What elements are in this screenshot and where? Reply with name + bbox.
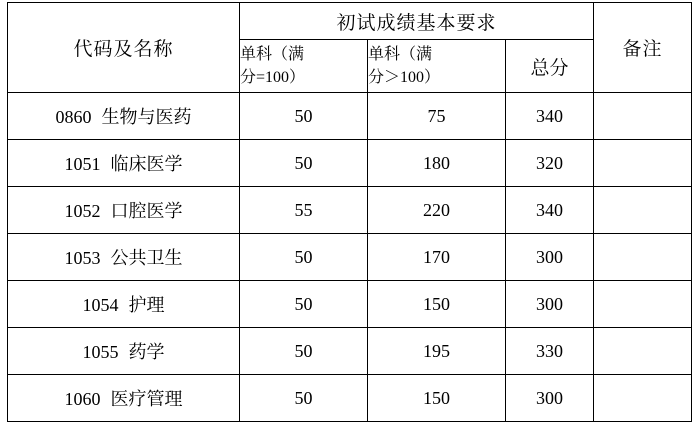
cell-total: 320 <box>506 140 594 187</box>
cell-program-name <box>8 234 240 281</box>
cell-sub100: 50 <box>240 234 368 281</box>
cell-remark <box>594 375 692 422</box>
header-cell-name: 代码及名称 <box>8 3 240 93</box>
cell-program-name <box>8 140 240 187</box>
cell-program-code: 1055 <box>82 342 119 362</box>
cell-subgt100: 195 <box>368 328 506 375</box>
cell-program-title: 药学 <box>128 342 165 362</box>
table-row <box>8 281 692 328</box>
cell-remark <box>594 187 692 234</box>
header-single-gt100-line2: 分＞100） <box>368 69 441 86</box>
table-row <box>8 187 692 234</box>
cell-program-code: 1060 <box>64 389 101 409</box>
cell-program-title: 医疗管理 <box>110 389 183 409</box>
table-row <box>8 140 692 187</box>
table-row <box>8 234 692 281</box>
table-row <box>8 328 692 375</box>
header-row-top <box>8 3 692 40</box>
header-cell-remark: 备注 <box>594 3 692 93</box>
cell-total: 300 <box>506 375 594 422</box>
header-single-gt100-line1: 单科（满 <box>368 45 433 63</box>
header-single-100-line1: 单科（满 <box>240 45 305 63</box>
header-cell-group: 初试成绩基本要求 <box>240 3 594 40</box>
cell-total: 300 <box>506 281 594 328</box>
cell-program-name <box>8 375 240 422</box>
cell-subgt100: 150 <box>368 375 506 422</box>
cell-sub100: 50 <box>240 375 368 422</box>
header-single-100-line2: 分=100） <box>240 69 306 86</box>
cell-remark <box>594 234 692 281</box>
cell-remark <box>594 93 692 140</box>
table-header <box>8 3 692 93</box>
table-row <box>8 93 692 140</box>
cell-total: 300 <box>506 234 594 281</box>
cell-total: 340 <box>506 187 594 234</box>
cell-program-title: 口腔医学 <box>110 201 183 221</box>
cell-program-code: 1053 <box>64 248 101 268</box>
cell-sub100: 50 <box>240 328 368 375</box>
cell-sub100: 50 <box>240 93 368 140</box>
cell-subgt100: 150 <box>368 281 506 328</box>
cell-total: 330 <box>506 328 594 375</box>
cell-program-code: 0860 <box>55 107 92 127</box>
cell-program-code: 1052 <box>64 201 101 221</box>
cell-program-name <box>8 187 240 234</box>
cell-program-code: 1054 <box>82 295 119 315</box>
cell-subgt100: 180 <box>368 140 506 187</box>
cell-total: 340 <box>506 93 594 140</box>
cell-subgt100: 170 <box>368 234 506 281</box>
cell-program-name <box>8 328 240 375</box>
cell-remark <box>594 281 692 328</box>
cell-sub100: 50 <box>240 140 368 187</box>
cell-program-code: 1051 <box>64 154 101 174</box>
cell-program-title: 生物与医药 <box>101 107 192 127</box>
document-page <box>0 2 698 425</box>
cell-sub100: 55 <box>240 187 368 234</box>
table-body <box>8 93 692 422</box>
admission-score-table <box>7 2 692 422</box>
cell-sub100: 50 <box>240 281 368 328</box>
cell-program-title: 临床医学 <box>110 154 183 174</box>
table-row <box>8 375 692 422</box>
header-cell-total: 总分 <box>506 40 594 93</box>
cell-program-name <box>8 93 240 140</box>
cell-subgt100: 220 <box>368 187 506 234</box>
cell-program-title: 公共卫生 <box>110 248 183 268</box>
cell-subgt100: 75 <box>368 93 506 140</box>
cell-program-name <box>8 281 240 328</box>
header-cell-single-subject-gt100 <box>368 40 506 93</box>
cell-program-title: 护理 <box>128 295 165 315</box>
cell-remark <box>594 328 692 375</box>
header-cell-single-subject-100 <box>240 40 368 93</box>
cell-remark <box>594 140 692 187</box>
